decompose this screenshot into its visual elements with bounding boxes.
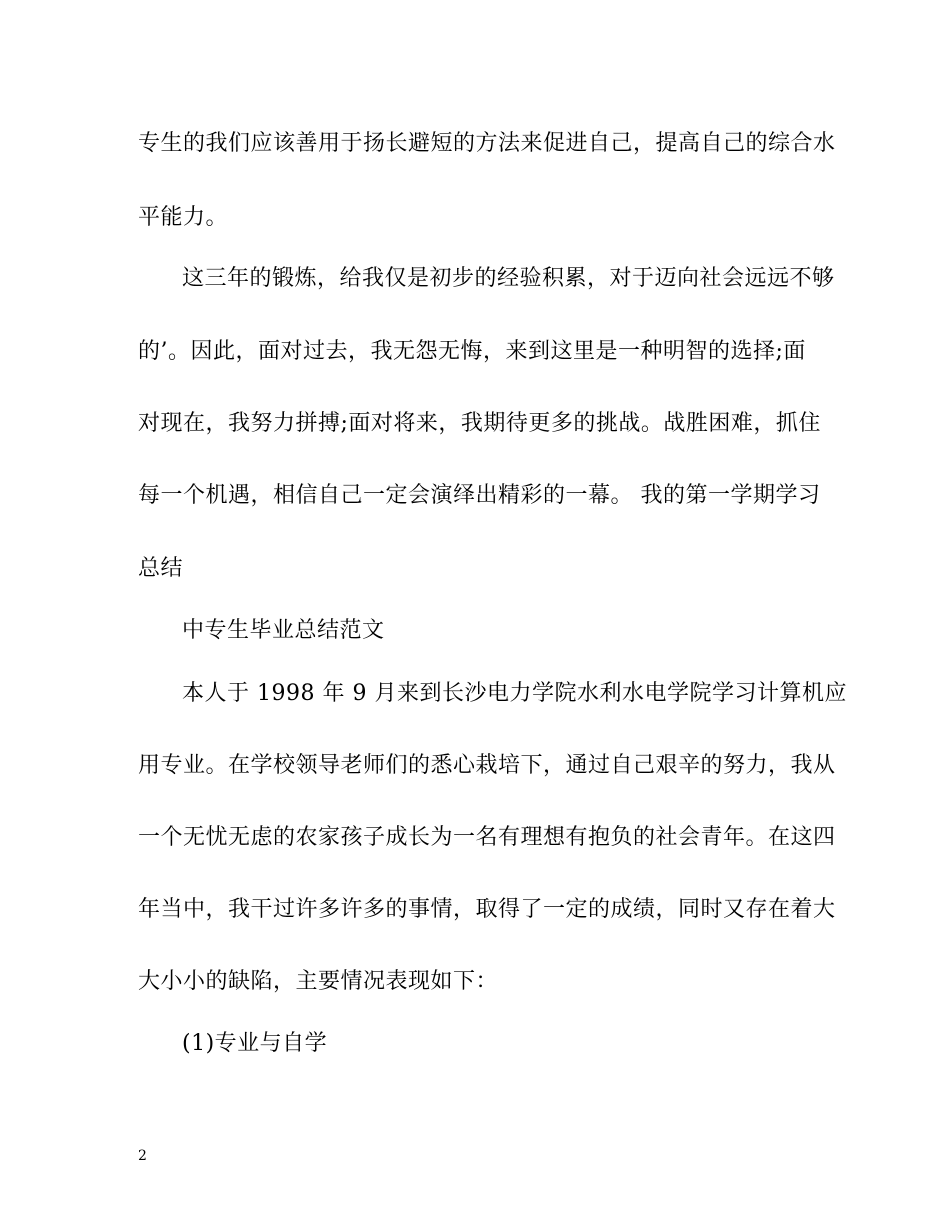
body-text-line-11: 一个无忧无虑的农家孩子成长为一名有理想有抱负的社会青年。在这四 (138, 825, 836, 850)
body-text-line-6: 每一个机遇，相信自己一定会演绎出精彩的一幕。 我的第一学期学习 (138, 483, 821, 508)
body-text-line-4: 的’。因此，面对过去，我无怨无悔，来到这里是一种明智的选择;面 (138, 339, 806, 364)
body-text-line-10: 用专业。在学校领导老师们的悉心栽培下，通过自己艰辛的努力，我从 (138, 753, 836, 778)
section-heading: 中专生毕业总结范文 (182, 618, 385, 643)
sub-heading: (1)专业与自学 (182, 1031, 328, 1056)
body-text-line-1: 专生的我们应该善用于扬长避短的方法来促进自己，提高自己的综合水 (138, 131, 836, 156)
body-text-line-5: 对现在，我努力拼搏;面对将来，我期待更多的挑战。战胜困难，抓住 (138, 411, 821, 436)
body-text-line-12: 年当中，我干过许多许多的事情，取得了一定的成绩，同时又存在着大 (138, 897, 836, 922)
body-text-line-3: 这三年的锻炼，给我仅是初步的经验积累，对于迈向社会远远不够 (182, 266, 835, 291)
body-text-line-7: 总结 (138, 556, 184, 581)
page-number: 2 (138, 1148, 147, 1164)
body-text-line-9: 本人于 1998 年 9 月来到长沙电力学院水利水电学院学习计算机应 (182, 681, 847, 706)
body-text-line-13: 大小小的缺陷，主要情况表现如下： (138, 969, 499, 994)
body-text-line-2: 平能力。 (138, 205, 229, 230)
